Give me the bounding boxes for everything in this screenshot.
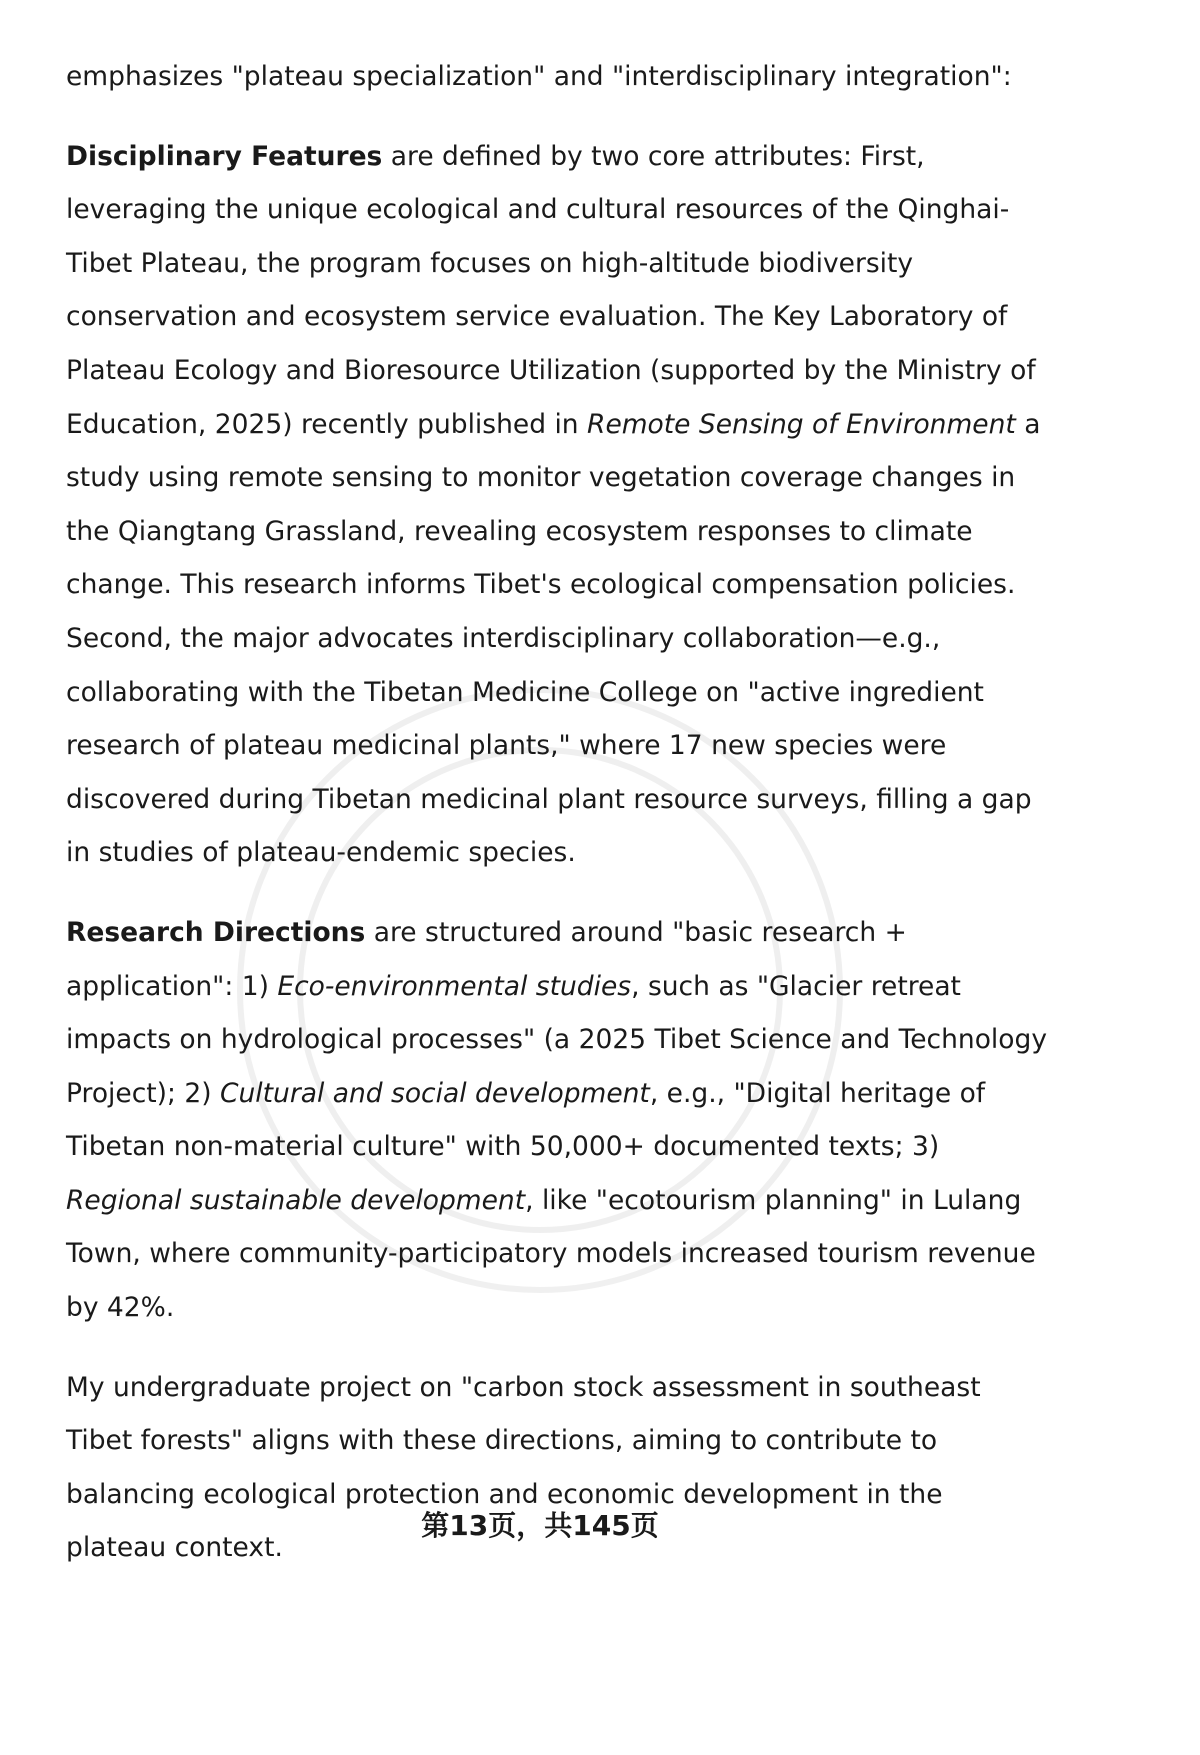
disciplinary-features-paragraph [66,130,1048,880]
journal-title: Remote Sensing of Environment [587,408,1016,440]
disciplinary-text-2: a study using remote sensing to monitor vegetation coverage changes in the Qiangtang Grassland, revealing ecosystem responses to climate change. This research informs Tibet's ecological compensation policies. Second, the major advocates interdisciplinary collaboration—e.g., collaborating with the Tibetan Medicine College on "active ingredient research of plateau medicinal plants," where 17 new species were discovered during Tibetan medicinal plant resource surveys, filling a gap in studies of plateau-endemic species. [66,408,1041,869]
conclusion-text: My undergraduate project on "carbon stock assessment in southeast Tibet forests" aligns with these directions, aiming to contribute to balancing ecological protection and economic development in the plateau context. [66,1371,981,1564]
research-directions-heading: Research Directions [66,916,366,948]
research-text-1: are structured around "basic research + application": 1) [66,916,907,1002]
research-text-3: , e.g., "Digital heritage of Tibetan non-material culture" with 50,000+ documented texts; 3) [66,1077,986,1163]
research-text-4: , like "ecotourism planning" in Lulang Town, where community-participatory models increased tourism revenue by 42%. [66,1184,1036,1324]
document-page [66,50,1048,1601]
page-number-footer: 第13页，共145页 [421,1509,659,1542]
research-text-2: , such as "Glacier retreat impacts on hydrological processes" (a 2025 Tibet Science and Technology Project); 2) [66,970,1048,1109]
disciplinary-text-1: are defined by two core attributes: First, leveraging the unique ecological and cultural resources of the Qinghai-Tibet Plateau, the program focuses on high-altitude biodiversity conservation and ecosystem service evaluation. The Key Laboratory of Plateau Ecology and Bioresource Utilization (supported by the Ministry of Education, 2025) recently published in [66,140,1036,440]
direction-eco-environmental: Eco-environmental studies [277,970,632,1002]
direction-cultural-social: Cultural and social development [219,1077,650,1109]
intro-tail-paragraph [66,50,1048,104]
research-directions-paragraph [66,906,1048,1335]
direction-regional-sustainable: Regional sustainable development [66,1184,526,1216]
intro-tail-text: emphasizes "plateau specialization" and "interdisciplinary integration": [66,61,1012,92]
disciplinary-features-heading: Disciplinary Features [66,140,383,172]
